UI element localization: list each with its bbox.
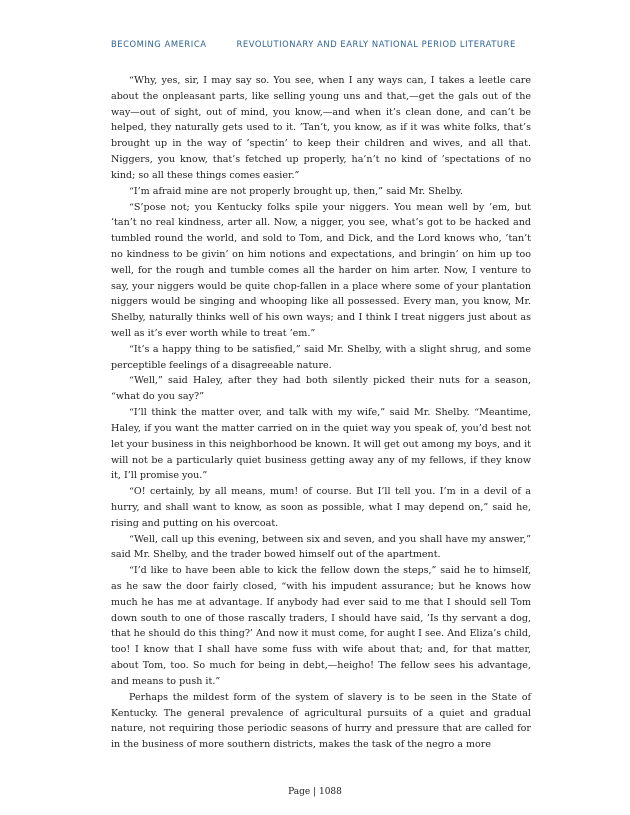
- paragraph: “I’d like to have been able to kick the fellow down the steps,” said he to himself, as he saw the door fairly closed, “with his impudent assurance; but he knows how much he has me at advantage. If anybody had ever said to me that I should sell Tom down south to one of those rascally traders, I should have said, ’Is thy servant a dog, that he should do this thing?’ And now it must come, for aught I see. And Eliza’s child, too! I know that I shall have some fuss with wife about that; and, for that matter, about Tom, too. So much for being in debt,—heigho! The fellow sees his advantage, and means to push it.”: [111, 565, 531, 687]
- paragraph: “I’ll think the matter over, and talk with my wife,” said Mr. Shelby. “Meantime, Haley, if you want the matter carried on in the quiet way you speak of, you’d best not let your business in this neighborhood be known. It will get out among my boys, and it will not be a particularly quiet business getting away any of my fellows, if they know it, I’ll promise you.”: [111, 407, 531, 482]
- paragraph: “Well, call up this evening, between six and seven, and you shall have my answer,” said Mr. Shelby, and the trader bowed himself out of the apartment.: [111, 533, 531, 561]
- header-section-title: REVOLUTIONARY AND EARLY NATIONAL PERIOD LITERATURE: [236, 39, 516, 49]
- page-number: Page | 1088: [288, 787, 342, 797]
- paragraph: “I’m afraid mine are not properly brought up, then,” said Mr. Shelby.: [129, 185, 463, 197]
- paragraph: “It’s a happy thing to be satisfied,” said Mr. Shelby, with a slight shrug, and some perceptible feelings of a disagreeable nature.: [111, 343, 531, 371]
- paragraph: Perhaps the mildest form of the system of slavery is to be seen in the State of Kentucky. The general prevalence of agricultural pursuits of a quiet and gradual nature, not requiring those periodic seasons of hurry and pressure that are called for in the business of more southern districts, makes the task of the negro a more: [111, 691, 531, 751]
- running-header: [111, 39, 531, 49]
- header-series-title: BECOMING AMERICA: [111, 39, 207, 49]
- paragraph: “O! certainly, by all means, mum! of course. But I’ll tell you. I’m in a devil of a hurry, and shall want to know, as soon as possible, what I may depend on,” said he, rising and putting on his overcoat.: [111, 486, 531, 529]
- paragraph: “Why, yes, sir, I may say so. You see, when I any ways can, I takes a leetle care about the onpleasant parts, like selling young uns and that,—get the gals out of the way—out of sight, out of mind, you know,—and when it’s clean done, and can’t be helped, they naturally gets used to it. ’Tan’t, you know, as if it was white folks, that’s brought up in the way of ’spectin’ to keep their children and wives, and all that. Niggers, you know, that’s fetched up properly, ha’n’t no kind of ’spectations of no kind; so all these things comes easier.”: [111, 75, 531, 181]
- page-body: [111, 73, 531, 753]
- paragraph: “S’pose not; you Kentucky folks spile your niggers. You mean well by ’em, but ’tan’t no real kindness, arter all. Now, a nigger, you see, what’s got to be hacked and tumbled round the world, and sold to Tom, and Dick, and the Lord knows who, ’tan’t no kindness to be givin’ on him notions and expectations, and bringin’ on him up too well, for the rough and tumble comes all the harder on him arter. Now, I venture to say, your niggers would be quite chop-fallen in a place where some of your plantation niggers would be singing and whooping like all possessed. Every man, you know, Mr. Shelby, naturally thinks well of his own ways; and I think I treat niggers just about as well as it’s ever worth while to treat ’em.”: [111, 201, 531, 339]
- paragraph: “Well,” said Haley, after they had both silently picked their nuts for a season, “what do you say?”: [111, 375, 531, 403]
